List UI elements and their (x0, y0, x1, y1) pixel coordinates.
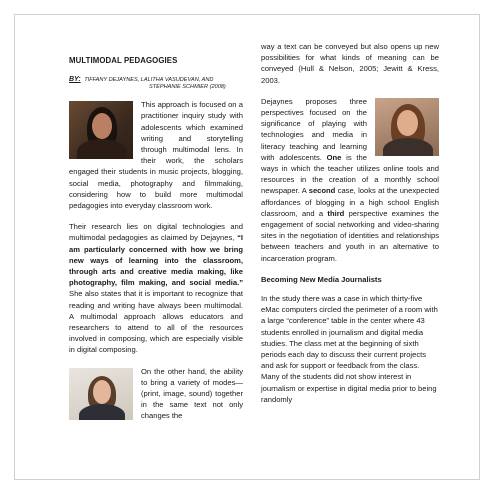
author-photo-vasudevan (375, 98, 439, 156)
perspectives-intro: Dejaynes proposes three perspectives focused on the significance of playing with technologies and media in literacy teaching and learning with adolescents. (261, 96, 367, 162)
paragraph-intro: This approach is focused on a practitioner inquiry study with adolescents which examined writing and storytelling through multimodal lens. In their work, the scholars engaged their students in music projects, blogging, social media, photography and filmmaking, considering how to build more multimodal pedagogies into everyday classroom work. (69, 100, 243, 211)
byline (69, 76, 243, 91)
article-title: MULTIMODAL PEDAGOGIES (69, 56, 178, 65)
author-photo-dejaynes (69, 101, 133, 159)
byline-label: BY: (69, 76, 81, 84)
research-text-pre: Their research lies on digital technologies and multimodal pedagogies as claimed by Dejaynes, (69, 222, 243, 243)
byline-authors-line1: TIFFANY DEJAYNES, LALITHA VASUDEVAN, AND (84, 77, 214, 84)
paragraph-research (69, 221, 243, 355)
paragraph-journalists: In the study there was a case in which thirty-five eMac computers circled the perimeter of a room with a large “conference” table in the center where 43 students enrolled in journalism and digital media studies. The class met at the beginning of sixth periods each day to discuss their current projects and ask for support or feedback from the class. Many of the students did not show interest in journalism or expertise in digital media prior to being randomly (261, 294, 438, 404)
research-text-post: She also states that it is important to recognize that reading and writing have always been multimodal. A multimodal approach allows educators and researchers to attend to all of the resources involved in composing, which are especially visible in digital composing. (69, 289, 243, 355)
perspective-second-text: case, looks at the unexpected affordances of blogging in a high school English classroom, and a (261, 186, 439, 218)
paragraph-meaning: way a text can be conveyed but also opens up new possibilities for what kinds of meaning can be conveyed (Hull & Nelson, 2005; Jewitt & Kress, 2003. (261, 42, 439, 85)
perspective-one-text: is the ways in which the teacher utilizes online tools and resources in the creation of a monthly school newspaper. A (261, 152, 439, 196)
document-page (14, 14, 480, 480)
perspective-third-label: third (327, 208, 345, 218)
right-column (261, 41, 439, 415)
perspective-second-label: second (308, 186, 336, 196)
perspective-third-text: perspective examines the engagement of social networking and video-sharing sites in the negotiation of identities and relationships between teachers and youth in an alternative to incarceration program. (261, 208, 439, 263)
paragraph-modes: On the other hand, the ability to bring a variety of modes—(print, image, sound) together in the same text not only changes the (141, 366, 243, 421)
left-column (69, 41, 243, 432)
section-heading: Becoming New Media Journalists (261, 274, 382, 284)
byline-authors-line2: STEPHANIE SCHMIER (2008) (149, 84, 226, 91)
dejaynes-quote: “I am particularly concerned with how we bring new ways of learning into the classroom, through arts and creative media making, like photography, film making, and social media.” (69, 233, 243, 288)
perspective-one-label: One (326, 152, 342, 162)
author-photo-schmier (69, 368, 133, 420)
